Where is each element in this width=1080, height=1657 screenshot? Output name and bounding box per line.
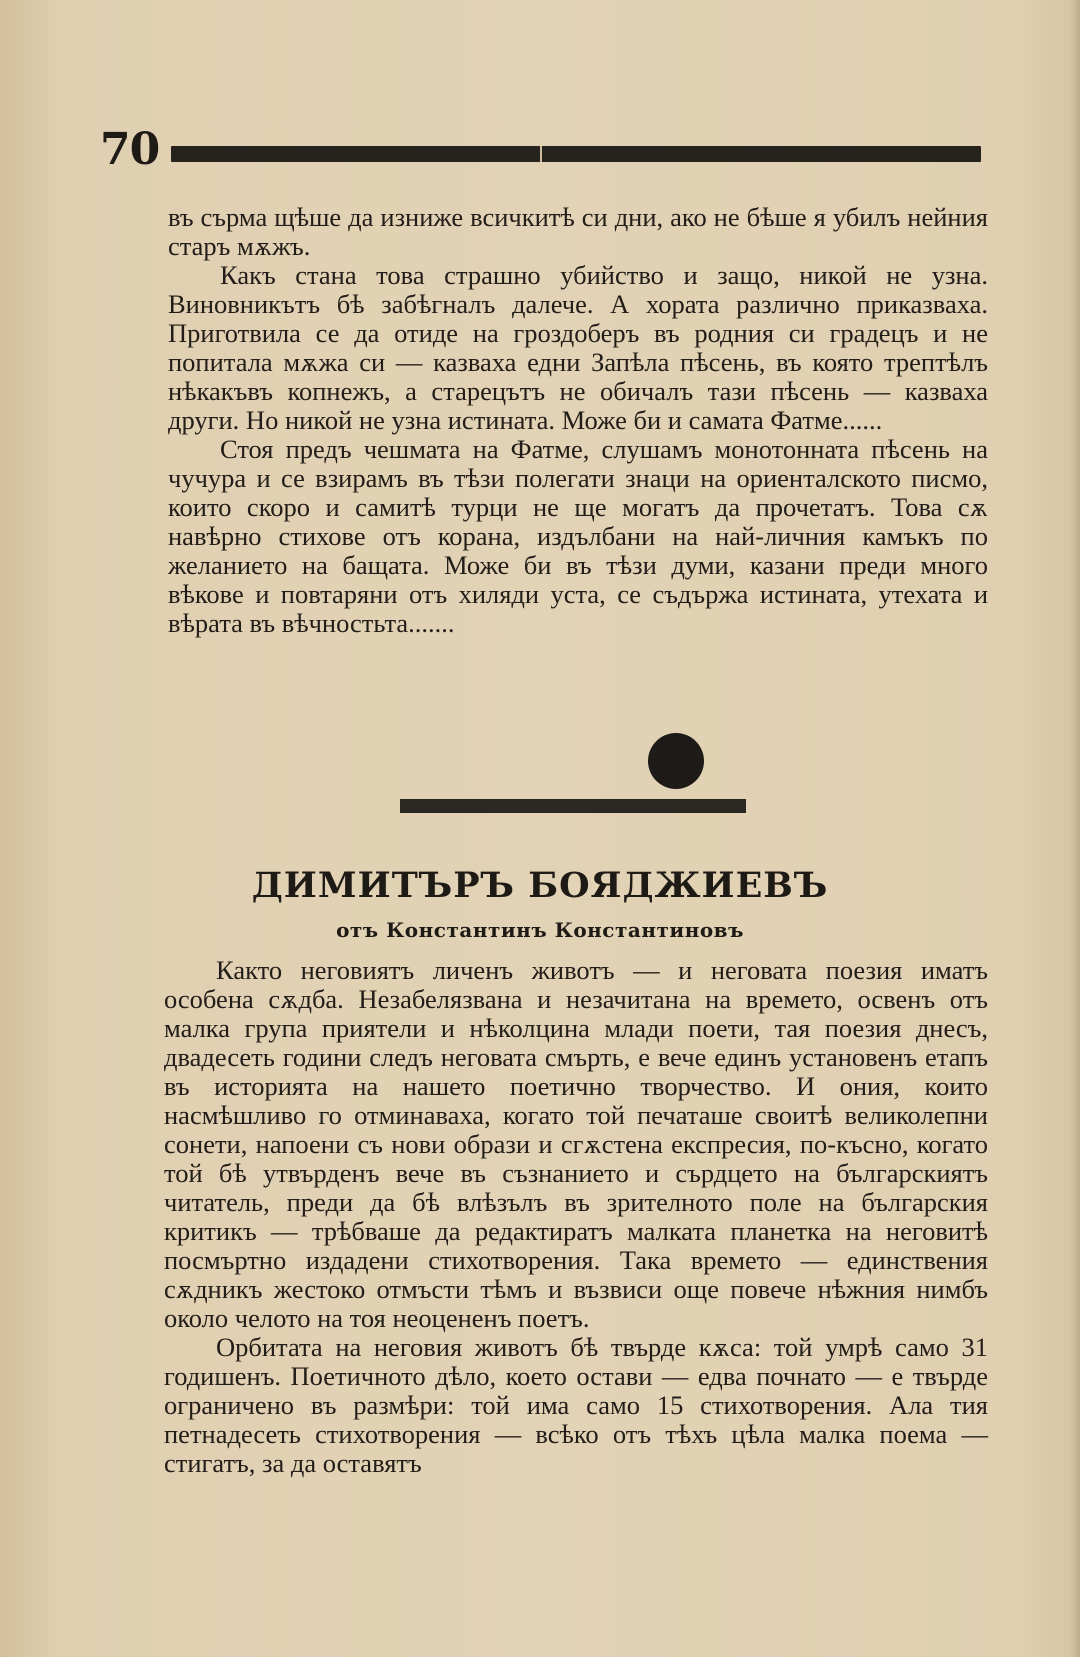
article-byline: отъ Константинъ Константиновъ [336, 918, 744, 942]
paragraph: Орбитата на неговия животъ бѣ твърде кѫса: той умрѣ само 31 годишенъ. Поетичното дѣло, което остави — едва почнато — е твърде ограничено въ размѣри: той има само 15 стихотворения. Ала тия петнадесеть стихотворения — всѣко отъ тѣхъ цѣла малка поема — стигатъ, за да оставятъ [164, 1332, 988, 1478]
paragraph: Какъ стана това страшно убийство и защо, никой не узна. Виновникътъ бѣ забѣгналъ далече. А хората различно приказваха. Приготвила се да отиде на гроздоберъ въ родния си градецъ и не попитала мѫжа си — казваха едни Запѣла пѣсень, въ която трептѣлъ нѣкакъвъ копнежъ, а старецътъ не обичалъ тази пѣсень — казваха други. Но никой не узна истината. Може би и самата Фатме...... [168, 260, 988, 435]
article-title: ДИМИТЪРЪ БОЯДЖИЕВЪ [251, 865, 829, 906]
paragraph: въ сърма щѣше да изниже всичкитѣ си дни, ако не бѣше я убилъ нейния старъ мѫжъ. [168, 202, 988, 261]
paragraph: Стоя предъ чешмата на Фатме, слушамъ монотонната пѣсень на чучура и се взирамъ въ тѣзи полегати знаци на ориенталското писмо, които скоро и самитѣ турци не ще могатъ да прочетатъ. Това сѫ навѣрно стихове отъ корана, издълбани на най-личния камъкъ по желанието на бащата. Може би въ тѣзи думи, казани преди много вѣкове и повтаряни отъ хиляди уста, се съдържа истината, утехата и вѣрата въ вѣчностьта....... [168, 434, 988, 638]
paragraph: Както неговиятъ личенъ животъ — и неговата поезия иматъ особена сѫдба. Незабелязвана и незачитана на времето, освенъ отъ малка група приятели и нѣколцина млади поети, тая поезия днесъ, двадесеть години следъ неговата смърть, е вече единъ установенъ етапъ въ историята на нашето поетично творчество. И ония, които насмѣшливо го отминаваха, когато той печаташе своитѣ великолепни сонети, напоени съ нови образи и сгѫстена експресия, по-късно, когато той бѣ утвърденъ вече въ съзнанието и сърдцето на българскиятъ читатель, преди да бѣ влѣзълъ въ зрителното поле на българския критикъ — трѣбваше да редактиратъ малката планетка на неговитѣ посмъртно издадени стихотворения. Така времето — единствения сѫдникъ жестоко отмъсти тѣмъ и възвиси още повече нѣжния нимбъ около челото на тоя неоцененъ поетъ. [164, 955, 988, 1333]
page-number: 70 [100, 124, 160, 175]
ornament-bar [400, 799, 746, 813]
article-body [164, 956, 988, 1478]
previous-article-ending [168, 203, 988, 638]
header-rule [171, 146, 981, 162]
header-rule-break [540, 146, 542, 162]
ornament-dot [648, 733, 704, 789]
page-edge-shadow [1070, 0, 1080, 1657]
